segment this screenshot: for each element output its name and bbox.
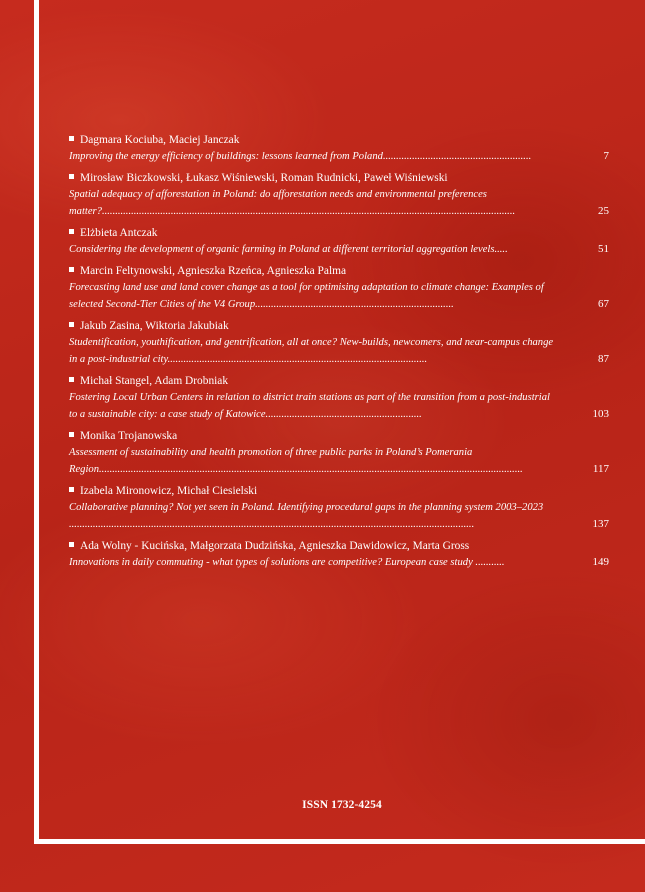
leader-dots: ........................................................ [382, 151, 532, 162]
square-bullet-icon [69, 432, 74, 437]
entry-title: Fostering Local Urban Centers in relation to district train stations as part of the transition from a post-industrial to a sustainable city: a case study of Katowice [69, 392, 550, 420]
entry-page-number: 51 [598, 243, 609, 255]
leader-dots: ................................................................................................................................................................ [99, 464, 523, 475]
leader-dots: ......................................................................................................................................................... [69, 519, 475, 530]
square-bullet-icon [69, 322, 74, 327]
leader-dots: ..... [494, 244, 508, 255]
leader-dots: ........................................................................... [255, 299, 454, 310]
entry-authors: Monika Trojanowska [80, 430, 178, 442]
toc-entry[interactable] [69, 171, 609, 220]
toc-entry[interactable] [69, 539, 609, 571]
entry-authors: Michał Stangel, Adam Drobniak [80, 375, 229, 387]
entry-authors: Izabela Mironowicz, Michał Ciesielski [80, 485, 258, 497]
entry-authors: Marcin Feltynowski, Agnieszka Rzeńca, Agnieszka Palma [80, 265, 347, 277]
leader-dots: ............................................................................................................................................................ [101, 206, 516, 217]
entry-title: Considering the development of organic farming in Poland at different territorial aggregation levels [69, 244, 495, 255]
entry-page-number: 25 [598, 205, 609, 217]
entry-title: Assessment of sustainability and health promotion of three public parks in Poland’s Pomerania Region [69, 447, 473, 475]
toc-entry[interactable] [69, 429, 609, 478]
square-bullet-icon [69, 174, 74, 179]
entry-title: Collaborative planning? Not yet seen in Poland. Identifying procedural gaps in the planning system 2003–2023 [69, 502, 544, 513]
entry-page-number: 103 [592, 408, 609, 420]
entry-title: Innovations in daily commuting - what types of solutions are competitive? European case study [69, 557, 473, 568]
frame-bottom-border [34, 839, 645, 844]
toc-entry[interactable] [69, 374, 609, 423]
entry-authors: Jakub Zasina, Wiktoria Jakubiak [80, 320, 229, 332]
frame-left-border [34, 0, 39, 843]
toc-entry[interactable] [69, 264, 609, 313]
square-bullet-icon [69, 136, 74, 141]
entry-page-number: 87 [598, 353, 609, 365]
toc-entry[interactable] [69, 133, 609, 165]
entry-authors: Ada Wolny - Kucińska, Małgorzata Dudzińska, Agnieszka Dawidowicz, Marta Gross [80, 540, 470, 552]
square-bullet-icon [69, 377, 74, 382]
entry-title: Improving the energy efficiency of buildings: lessons learned from Poland [69, 151, 383, 162]
entry-title: Studentification, youthification, and gentrification, all at once? New-builds, newcomers, and near-campus change in a post-industrial city [69, 337, 554, 365]
issn-label: ISSN 1732-4254 [302, 799, 382, 811]
square-bullet-icon [69, 542, 74, 547]
entry-authors: Mirosław Biczkowski, Łukasz Wiśniewski, Roman Rudnicki, Paweł Wiśniewski [80, 172, 448, 184]
entry-page-number: 117 [592, 463, 609, 475]
square-bullet-icon [69, 267, 74, 272]
leader-dots: .................................................................................................. [167, 354, 428, 365]
square-bullet-icon [69, 487, 74, 492]
entry-page-number: 149 [592, 556, 609, 568]
toc-entry[interactable] [69, 484, 609, 533]
toc-entry[interactable] [69, 319, 609, 368]
toc-entry[interactable] [69, 226, 609, 258]
leader-dots: ........................................................... [265, 409, 422, 420]
entry-authors: Elżbieta Antczak [80, 227, 158, 239]
entry-page-number: 137 [592, 518, 609, 530]
table-of-contents [69, 133, 609, 577]
entry-title: Forecasting land use and land cover change as a tool for optimising adaptation to climate change: Examples of selected Second-Tier Cities of the V4 Group [69, 282, 544, 310]
entry-page-number: 67 [598, 298, 609, 310]
square-bullet-icon [69, 229, 74, 234]
leader-dots: ........... [472, 557, 505, 568]
entry-page-number: 7 [603, 150, 609, 162]
entry-title: Spatial adequacy of afforestation in Poland: do afforestation needs and environmental preferences matter? [69, 189, 487, 217]
entry-authors: Dagmara Kociuba, Maciej Janczak [80, 134, 240, 146]
